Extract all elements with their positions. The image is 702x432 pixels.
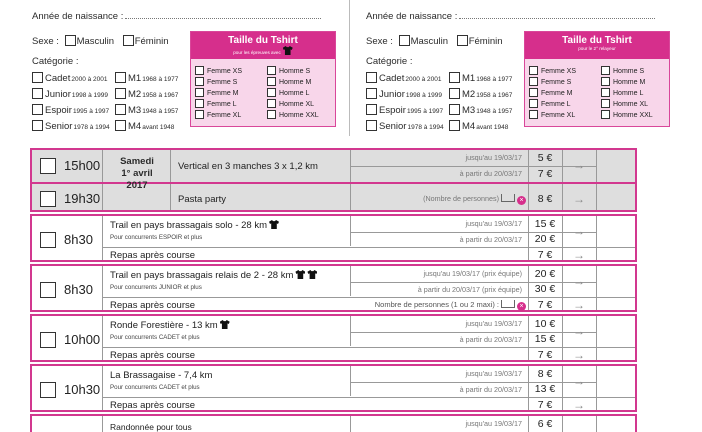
- cat-years: avant 1948: [476, 124, 509, 131]
- birth-year-input[interactable]: [459, 10, 655, 19]
- size-checkbox[interactable]: [195, 77, 204, 86]
- event-time: 15h00: [64, 158, 101, 173]
- event-title: Ronde Forestière - 13 km: [110, 320, 218, 331]
- size-label: Femme L: [541, 101, 571, 108]
- size-checkbox[interactable]: [529, 110, 538, 119]
- size-label: Femme L: [207, 101, 237, 108]
- cat-name: M3: [128, 105, 142, 116]
- sexe-f-checkbox[interactable]: [123, 35, 134, 46]
- event-subtitle: Pour concurrents JUNIOR et plus: [110, 284, 202, 291]
- cat-espoir-checkbox[interactable]: [32, 104, 43, 115]
- cat-years: 1978 à 1994: [407, 124, 444, 131]
- sexe-f-checkbox[interactable]: [457, 35, 468, 46]
- cat-m3-checkbox[interactable]: [115, 104, 126, 115]
- cat-name: Junior: [45, 89, 71, 100]
- size-checkbox[interactable]: [195, 66, 204, 75]
- cat-name: M1: [462, 73, 476, 84]
- tshirt-subtitle: pour le 2° relayeur: [578, 46, 616, 51]
- size-label: Homme L: [613, 90, 644, 97]
- price-tier: à partir du 20/03/17: [459, 235, 522, 244]
- size-label: Homme M: [279, 79, 312, 86]
- tshirt-size-panel: [524, 31, 670, 127]
- size-checkbox[interactable]: [267, 110, 276, 119]
- price-tier: à partir du 20/03/17 (prix équipe): [417, 285, 522, 294]
- size-checkbox[interactable]: [529, 88, 538, 97]
- cat-senior-checkbox[interactable]: [32, 120, 43, 131]
- size-label: Femme M: [207, 90, 239, 97]
- cat-years: avant 1948: [142, 124, 175, 131]
- tshirt-header: [191, 32, 335, 59]
- cat-name: M3: [462, 105, 476, 116]
- price-value: 20 €: [534, 233, 556, 245]
- sexe-row: [366, 35, 503, 47]
- day-label: Samedi: [120, 156, 154, 167]
- price-tier: jusqu'au 19/03/17: [465, 419, 522, 428]
- trail-relay-block: [30, 264, 637, 312]
- size-checkbox[interactable]: [529, 77, 538, 86]
- sexe-m-checkbox[interactable]: [399, 35, 410, 46]
- cat-m3-checkbox[interactable]: [449, 104, 460, 115]
- arrow-icon: →: [573, 248, 585, 262]
- sexe-row: [32, 35, 169, 47]
- brassagaise-checkbox[interactable]: [40, 382, 56, 398]
- cat-espoir-checkbox[interactable]: [366, 104, 377, 115]
- tshirt-icon: [220, 320, 230, 329]
- event-title: Trail en pays brassagais relais de 2 - 28 km: [110, 270, 294, 281]
- size-checkbox[interactable]: [267, 77, 276, 86]
- cat-name: M2: [462, 89, 476, 100]
- size-checkbox[interactable]: [267, 66, 276, 75]
- cat-years: 2000 à 2001: [405, 76, 442, 83]
- sexe-f-label: Féminin: [134, 36, 169, 47]
- sexe-label: Sexe :: [366, 36, 393, 47]
- cat-m1-checkbox[interactable]: [115, 72, 126, 83]
- size-label: Femme XS: [541, 68, 577, 75]
- categorie-label: Catégorie :: [366, 56, 413, 67]
- size-checkbox[interactable]: [195, 110, 204, 119]
- event-time: 10h30: [64, 382, 101, 397]
- size-label: Femme M: [541, 90, 573, 97]
- brassagaise-block: [30, 364, 637, 412]
- price-tier: à partir du 20/03/17: [459, 385, 522, 394]
- cat-years: 1995 à 1997: [72, 108, 110, 115]
- cat-name: Senior: [379, 121, 407, 132]
- event-time: 8h30: [64, 232, 93, 247]
- price-tier: jusqu'au 19/03/17: [465, 153, 522, 162]
- event-subtitle: Pour concurrents ESPOIR et plus: [110, 234, 203, 241]
- birth-year-label: Année de naissance :: [32, 11, 124, 22]
- cat-years: 1958 à 1967: [476, 92, 513, 99]
- year-label: 2017: [126, 180, 148, 191]
- price-tier: jusqu'au 19/03/17: [465, 319, 522, 328]
- price-value: 15 €: [534, 333, 556, 345]
- price-value: 10 €: [534, 318, 556, 330]
- meal-label: Repas après course: [110, 400, 196, 411]
- count-label: Nombre de personnes (1 ou 2 maxi) :: [374, 300, 499, 309]
- size-label: Homme S: [613, 68, 645, 75]
- cat-junior-checkbox[interactable]: [32, 88, 43, 99]
- tshirt-icon: [307, 270, 317, 279]
- cat-years: 1998 à 1999: [71, 92, 109, 99]
- cat-m2-checkbox[interactable]: [115, 88, 126, 99]
- size-label: Homme XL: [613, 101, 649, 108]
- vertical-checkbox[interactable]: [40, 158, 56, 174]
- birth-year-row: [32, 10, 321, 22]
- cat-years: 1998 à 1999: [405, 92, 443, 99]
- price-tier: jusqu'au 19/03/17: [465, 369, 522, 378]
- tshirt-header: [525, 32, 669, 59]
- categorie-label: Catégorie :: [32, 56, 79, 67]
- clear-icon[interactable]: ×: [517, 196, 526, 205]
- size-label: Femme S: [541, 79, 572, 86]
- size-checkbox[interactable]: [267, 99, 276, 108]
- tshirt-icon: [283, 46, 293, 55]
- cat-years: 1968 à 1977: [142, 76, 179, 83]
- event-time: 8h30: [64, 282, 93, 297]
- cat-name: Cadet: [45, 73, 71, 84]
- cat-years: 1978 à 1994: [73, 124, 110, 131]
- meal-label: Repas après course: [110, 300, 196, 311]
- size-checkbox[interactable]: [601, 66, 610, 75]
- sexe-label: Sexe :: [32, 36, 59, 47]
- cat-name: Espoir: [379, 105, 406, 116]
- size-checkbox[interactable]: [529, 66, 538, 75]
- tshirt-icon: [295, 270, 305, 279]
- price-value: 7 €: [537, 249, 553, 261]
- count-input[interactable]: [501, 300, 515, 308]
- cat-m2-checkbox[interactable]: [449, 88, 460, 99]
- event-name: Pasta party: [178, 194, 227, 205]
- size-label: Homme M: [613, 79, 646, 86]
- tshirt-title: Taille du Tshirt: [228, 35, 298, 46]
- arrow-icon: →: [573, 324, 585, 338]
- cat-cadet-checkbox[interactable]: [32, 72, 43, 83]
- size-label: Femme XL: [541, 112, 576, 119]
- tshirt-subtitle: pour les épreuves avec: [233, 50, 281, 55]
- price-value: 8 €: [537, 193, 553, 205]
- count-input[interactable]: [501, 194, 515, 202]
- cat-years: 1995 à 1997: [406, 108, 444, 115]
- price-tier: jusqu'au 19/03/17: [465, 219, 522, 228]
- event-time: 10h00: [64, 332, 101, 347]
- price-value: 7 €: [537, 299, 553, 311]
- event-name: [110, 270, 317, 281]
- tshirt-size-panel: [190, 31, 336, 127]
- birth-year-label: Année de naissance :: [366, 11, 458, 22]
- arrow-icon: →: [573, 274, 585, 288]
- sexe-m-label: Masculin: [76, 36, 115, 47]
- price-tier: jusqu'au 19/03/17 (prix équipe): [423, 269, 522, 278]
- cat-name: M4: [128, 121, 142, 132]
- saturday-date: [106, 156, 168, 192]
- size-label: Homme S: [279, 68, 311, 75]
- event-subtitle: Pour concurrents CADET et plus: [110, 334, 200, 341]
- arrow-icon: →: [573, 298, 585, 312]
- pasta-count: [350, 194, 526, 205]
- cat-name: Cadet: [379, 73, 405, 84]
- cat-cadet-checkbox[interactable]: [366, 72, 377, 83]
- tshirt-title: Taille du Tshirt: [562, 35, 632, 46]
- arrow-icon: →: [573, 224, 585, 238]
- event-subtitle: Pour concurrents CADET et plus: [110, 384, 200, 391]
- price-value: 6 €: [537, 418, 553, 430]
- size-checkbox[interactable]: [601, 99, 610, 108]
- size-checkbox[interactable]: [601, 77, 610, 86]
- price-value: 15 €: [534, 218, 556, 230]
- cat-years: 1948 à 1957: [476, 108, 513, 115]
- birth-year-row: [366, 10, 655, 22]
- size-label: Homme XL: [279, 101, 315, 108]
- saturday-block: [30, 148, 637, 212]
- cat-junior-checkbox[interactable]: [366, 88, 377, 99]
- size-checkbox[interactable]: [529, 99, 538, 108]
- ronde-block: [30, 314, 637, 362]
- event-name: [110, 320, 230, 331]
- event-name: Vertical en 3 manches 3 x 1,2 km: [178, 161, 318, 172]
- price-tier: à partir du 20/03/17: [459, 335, 522, 344]
- cat-name: M4: [462, 121, 476, 132]
- arrow-icon: →: [573, 348, 585, 362]
- pasta-checkbox[interactable]: [40, 191, 56, 207]
- cat-years: 1948 à 1957: [142, 108, 179, 115]
- cat-name: Junior: [379, 89, 405, 100]
- arrow-icon: →: [573, 374, 585, 388]
- date-label: 1° avril: [121, 168, 153, 179]
- price-value: 7 €: [537, 168, 553, 180]
- registrant-1-block: [32, 0, 362, 140]
- meal-label: Repas après course: [110, 250, 196, 261]
- size-label: Homme L: [279, 90, 310, 97]
- cat-senior-checkbox[interactable]: [366, 120, 377, 131]
- arrow-icon: →: [573, 398, 585, 412]
- cat-years: 1968 à 1977: [476, 76, 513, 83]
- trail-relay-checkbox[interactable]: [40, 282, 56, 298]
- event-name: La Brassagaise - 7,4 km: [110, 370, 213, 381]
- cat-years: 1958 à 1967: [142, 92, 179, 99]
- clear-icon[interactable]: ×: [517, 302, 526, 311]
- price-tier: à partir du 20/03/17: [459, 169, 522, 178]
- sexe-f-label: Féminin: [468, 36, 503, 47]
- birth-year-input[interactable]: [125, 10, 321, 19]
- size-label: Homme XXL: [279, 112, 319, 119]
- sexe-m-label: Masculin: [410, 36, 449, 47]
- size-checkbox[interactable]: [267, 88, 276, 97]
- meal-count: [262, 300, 526, 311]
- event-name: [110, 220, 279, 231]
- cat-m4-checkbox[interactable]: [449, 120, 460, 131]
- cat-m4-checkbox[interactable]: [115, 120, 126, 131]
- event-time: 19h30: [64, 191, 101, 206]
- price-value: 5 €: [537, 152, 553, 164]
- cat-name: M1: [128, 73, 142, 84]
- randonnee-block: [30, 414, 637, 432]
- size-label: Femme XL: [207, 112, 242, 119]
- cat-name: M2: [128, 89, 142, 100]
- arrow-icon: →: [573, 192, 585, 206]
- size-checkbox[interactable]: [195, 99, 204, 108]
- trail-solo-block: [30, 214, 637, 262]
- event-name: Randonnée pour tous: [110, 422, 192, 432]
- price-value: 7 €: [537, 399, 553, 411]
- price-value: 7 €: [537, 349, 553, 361]
- cat-name: Espoir: [45, 105, 72, 116]
- tshirt-icon: [269, 220, 279, 229]
- event-title: Trail en pays brassagais solo - 28 km: [110, 220, 267, 231]
- size-label: Femme S: [207, 79, 238, 86]
- size-checkbox[interactable]: [195, 88, 204, 97]
- arrow-icon: →: [573, 158, 585, 172]
- price-value: 20 €: [534, 268, 556, 280]
- ronde-checkbox[interactable]: [40, 332, 56, 348]
- size-label: Homme XXL: [613, 112, 653, 119]
- cat-m1-checkbox[interactable]: [449, 72, 460, 83]
- column-divider: [349, 0, 350, 136]
- price-value: 13 €: [534, 383, 556, 395]
- size-checkbox[interactable]: [601, 110, 610, 119]
- price-value: 8 €: [537, 368, 553, 380]
- size-checkbox[interactable]: [601, 88, 610, 97]
- trail-solo-checkbox[interactable]: [40, 232, 56, 248]
- price-value: 30 €: [534, 283, 556, 295]
- sexe-m-checkbox[interactable]: [65, 35, 76, 46]
- count-label: (Nombre de personnes): [423, 194, 499, 203]
- registrant-2-block: [366, 0, 696, 140]
- size-label: Femme XS: [207, 68, 243, 75]
- cat-name: Senior: [45, 121, 73, 132]
- meal-label: Repas après course: [110, 350, 196, 361]
- cat-years: 2000 à 2001: [71, 76, 108, 83]
